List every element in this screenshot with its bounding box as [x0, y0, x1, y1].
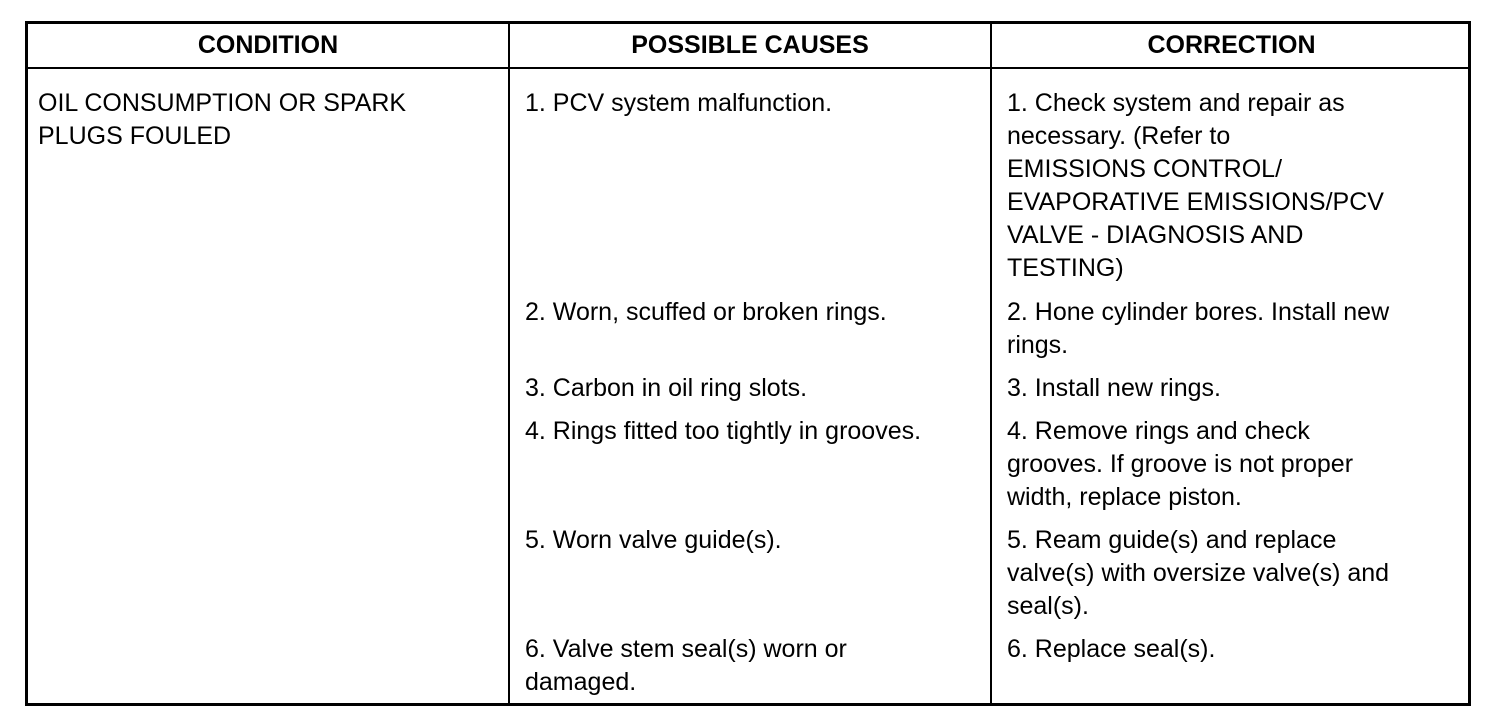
column-divider — [508, 24, 510, 703]
condition-text: OIL CONSUMPTION OR SPARK PLUGS FOULED — [38, 89, 407, 150]
correction-5: 5. Ream guide(s) and replace valve(s) with oversize valve(s) and seal(s). — [1007, 526, 1390, 620]
cause-2: 2. Worn, scuffed or broken rings. — [525, 298, 887, 326]
header-correction: CORRECTION — [1147, 31, 1316, 59]
header-divider — [28, 67, 1468, 69]
column-divider — [990, 24, 992, 703]
correction-1: 1. Check system and repair as necessary. (Refer to EMISSIONS CONTROL/ EVAPORATIVE EMISSIONS/PCV VALVE - DIAGNOSIS AND TESTING) — [1007, 89, 1384, 282]
cause-1: 1. PCV system malfunction. — [525, 89, 833, 117]
correction-6: 6. Replace seal(s). — [1007, 635, 1216, 663]
header-possible-causes: POSSIBLE CAUSES — [631, 31, 869, 59]
cause-4: 4. Rings fitted too tightly in grooves. — [525, 417, 922, 445]
correction-4: 4. Remove rings and check grooves. If groove is not proper width, replace piston. — [1007, 417, 1354, 511]
correction-3: 3. Install new rings. — [1007, 374, 1221, 402]
header-condition: CONDITION — [197, 31, 339, 59]
cause-3: 3. Carbon in oil ring slots. — [525, 374, 808, 402]
cause-5: 5. Worn valve guide(s). — [525, 526, 782, 554]
diagnosis-table — [25, 21, 1471, 706]
cause-6: 6. Valve stem seal(s) worn or damaged. — [525, 635, 847, 696]
correction-2: 2. Hone cylinder bores. Install new rings. — [1007, 298, 1390, 359]
